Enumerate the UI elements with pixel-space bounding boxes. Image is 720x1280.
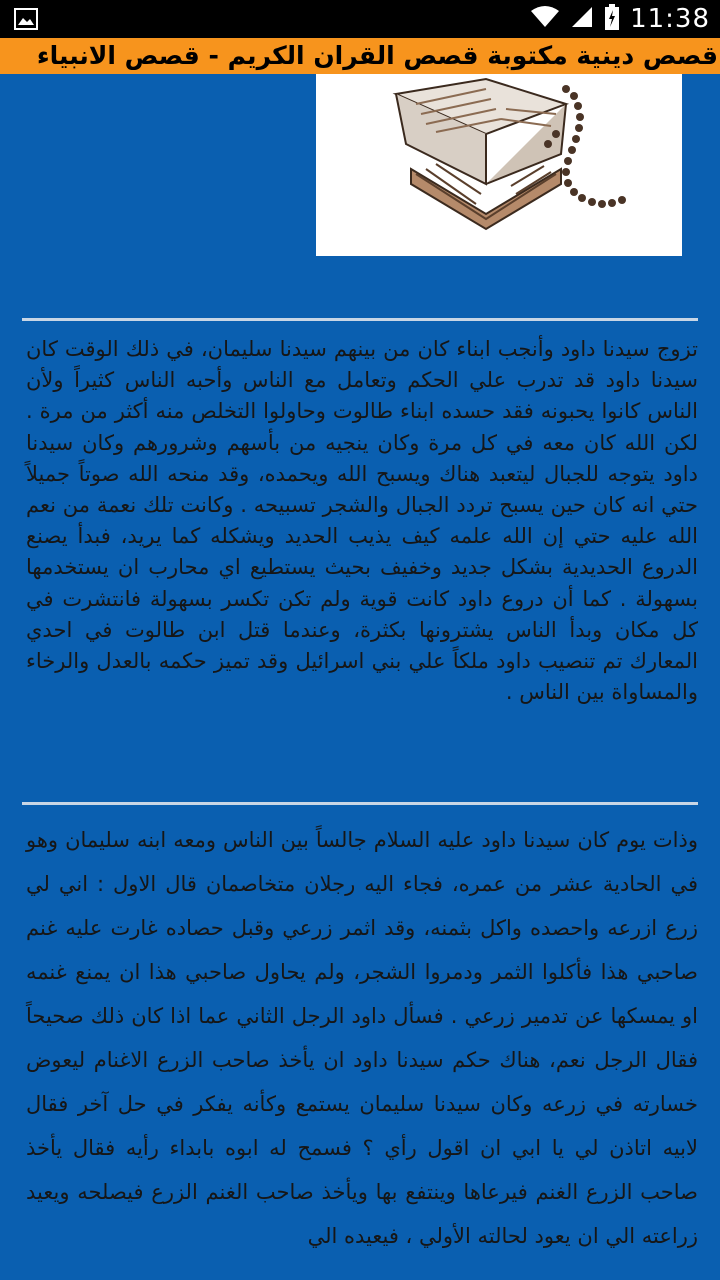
app-title-bar: [0, 38, 720, 74]
status-bar: [0, 0, 720, 38]
status-time: 11:38: [630, 4, 710, 34]
image-notification-icon: [14, 8, 38, 34]
story-paragraph-2: وذات يوم كان سيدنا داود عليه السلام جالساً بين الناس ومعه ابنه سليمان وهو في الحادية عشر من عمره، فجاء اليه رجلان متخاصمان قال الاول : اني لي زرع ازرعه واحصده واكل بثمنه، وقد اثمر زرعي وقبل حصاده غارت عليه غنم صاحبي هذا فأكلوا الثمر ودمروا الشجر، ولم يحاول صاحبي هذا ان يمنع غنمه او يمسكها عن تدمير زرعي . فسأل داود الرجل الثاني عما اذا كان ذلك صحيحاً فقال الرجل نعم، هناك حكم سيدنا داود ان يأخذ صاحب الزرع الاغنام ليعوض خسارته في زرعه وكان سيدنا سليمان يستمع وكأنه يفكر في حل آخر فقال لابيه اتاذن لي يا ابي ان اقول رأي ؟ فسمح له ابوه بابداء رأيه فقال يأخذ صاحب الزرع الغنم فيرعاها وينتفع بها ويأخذ صاحب الغنم الزرع فيصلحه ويعيد زراعته الي ان يعود لحالته الأولي ، فيعيده الي: [26, 828, 698, 1248]
battery-icon: [604, 4, 620, 34]
app-title: قصص دينية مكتوبة قصص القران الكريم - قصص الانبياء: [36, 41, 718, 70]
signal-icon: [570, 5, 594, 33]
story-paragraph-1: تزوج سيدنا داود وأنجب ابناء كان من بينهم سيدنا سليمان، في ذلك الوقت كان سيدنا داود قد تدرب علي الحكم وتعامل مع الناس وأحبه الناس كثيراً ولأن الناس كانوا يحبونه فقد حسده ابناء طالوت وحاولوا التخلص منه أكثر من مرة . لكن الله كان معه في كل مرة وكان ينجيه من بأسهم وشرورهم وكان سيدنا داود يتوجه للجبال ليتعبد هناك ويسبح الله ويحمده، وقد منحه الله صوتاً جميلاً حتي انه كان حين يسبح تردد الجبال والشجر تسبيحه . وكانت تلك نعمة من نعم الله عليه حتي إن الله علمه كيف يذيب الحديد ويشكله كما يريد، فبدأ يصنع الدروع الحديدية بشكل جديد وخفيف بحيث يستطيع اي محارب ان يستخدمها بسهولة . كما أن دروع داود كانت قوية ولم تكن تكسر بسهولة فانتشرت في كل مكان وبدأ الناس يشترونها بكثرة، وعندما قتل ابن طالوت في احدي المعارك تم تنصيب داود ملكاً علي بني اسرائيل وقد تميز حكمه بالعدل والرخاء والمساواة بين الناس .: [26, 337, 698, 705]
divider-1: [22, 318, 698, 321]
wifi-icon: [530, 5, 560, 33]
quran-image: [316, 74, 682, 256]
divider-2: [22, 802, 698, 805]
